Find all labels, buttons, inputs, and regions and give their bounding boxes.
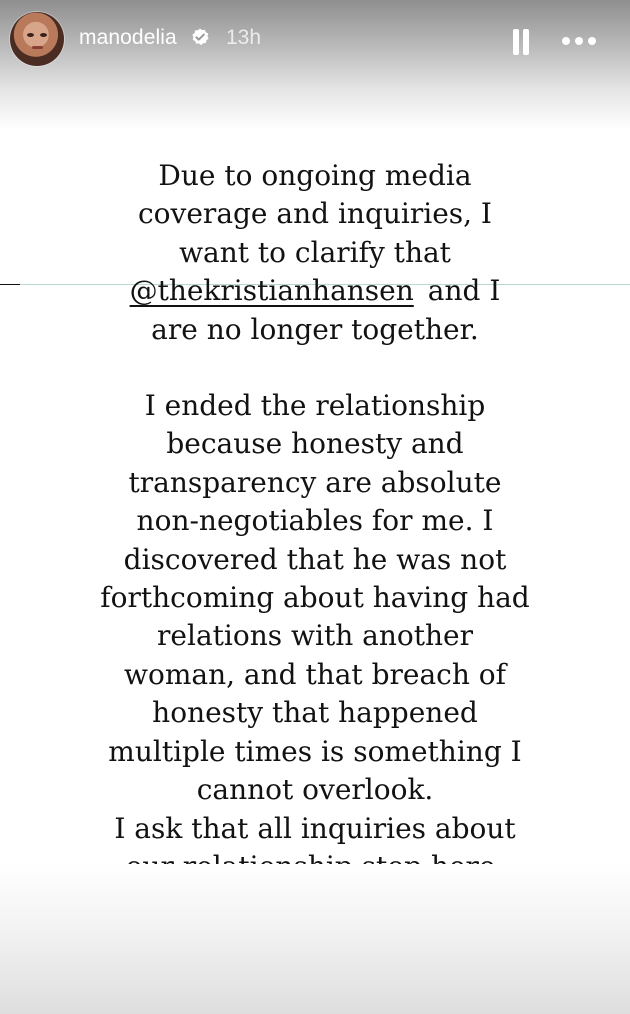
message-line: coverage and inquiries, I [138,197,492,231]
pause-icon[interactable] [510,29,532,55]
message-paragraph-2: I ended the relationship because honesty and transparency are absolute non-negotiables for me. I discovered that he was not forthcoming about having had relations with another woman, and that breach of honesty that happened multiple times is something I cannot overlook. [100,389,530,807]
verified-badge-icon [190,27,210,47]
more-icon[interactable] [560,37,600,47]
more-dot [562,37,570,45]
avatar-left-eye [27,33,34,37]
message-paragraph-3: I ask that all inquiries about [114,811,516,845]
message-line-suffix: and I [427,274,501,308]
mention-link[interactable]: @thekristianhansen [129,274,414,308]
pause-bar-left [513,29,519,55]
username[interactable]: manodelia [79,26,177,49]
message-line: are no longer together. [151,312,479,346]
profile-avatar[interactable] [10,12,64,66]
more-dot [588,37,596,45]
message-line: want to clarify that [179,235,451,269]
left-edge-mark [0,284,20,285]
message-paragraph-1 [100,157,530,349]
story-message [100,157,530,925]
story-header [0,8,630,72]
avatar-right-eye [40,33,47,37]
avatar-mouth [32,46,43,49]
pause-bar-right [523,29,529,55]
message-line: Due to ongoing media [158,159,472,192]
bottom-overlay [0,864,630,1014]
post-timestamp: 13h [226,26,262,49]
more-dot [575,37,583,45]
